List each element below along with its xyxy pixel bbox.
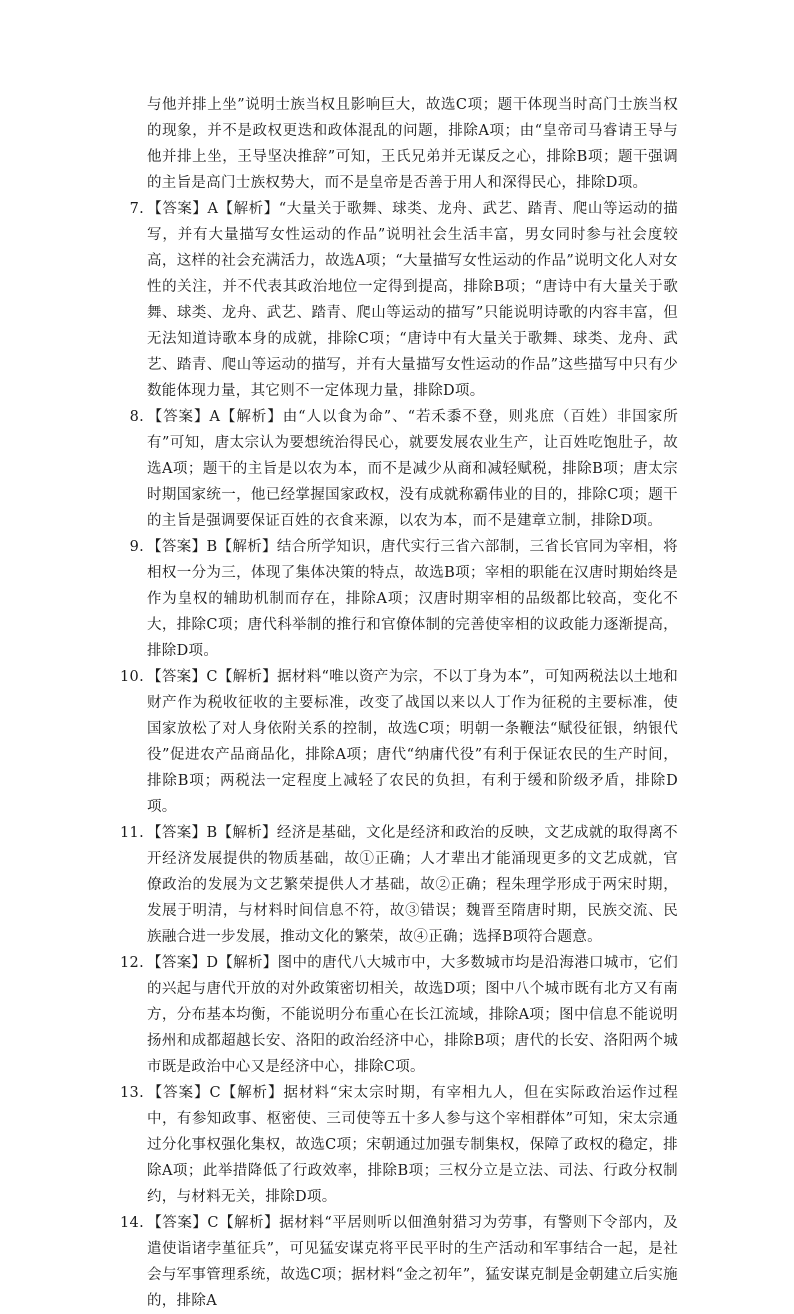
explanation-text: 结合所学知识，唐代实行三省六部制，三省长官同为宰相，将相权一分为三，体现了集体决策的特点，故选B项；宰相的职能在汉唐时期始终是作为皇权的辅助机制而存在，排除A项；汉唐时期宰相的品级都比较高，变化不大，排除C项；唐代科举制的推行和官僚体制的完善使宰相的议政能力逐渐提高，排除D项。: [147, 539, 678, 659]
item-number: 12.: [120, 955, 144, 971]
explanation-text: 由“人以食为命”、“若禾黍不登，则兆庶（百姓）非国家所有”可知，唐太宗认为要想统治得民心，就要发展农业生产，让百姓吃饱肚子，故选A项；题干的主旨是以农为本，而不是减少从商和减轻赋税，排除B项；唐太宗时期国家统一，他已经掌握国家政权，没有成就称霸伟业的目的，排除C项；题干的主旨是强调要保证百姓的衣食来源，以农为本，而不是建章立制，排除D项。: [147, 409, 679, 529]
answer-label: 【答案】A【解析】: [147, 409, 283, 425]
answer-item-9: [112, 534, 678, 664]
explanation-text: “大量关于歌舞、球类、龙舟、武艺、踏青、爬山等运动的描写，并有大量描写女性运动的作品”说明社会生活丰富，男女同时参与社会度较高，这样的社会充满活力，故选A项；“大量描写女性运动的作品”说明文化人对女性的关注，并不代表其政治地位一定得到提高，排除B项；“唐诗中有大量关于歌舞、球类、龙舟、武艺、踏青、爬山等运动的描写”只能说明诗歌的内容丰富，但无法知道诗歌本身的成就，排除C项；“唐诗中有大量关于歌舞、球类、龙舟、武艺、踏青、爬山等运动的描写，并有大量描写女性运动的作品”这些描写中只有少数能体现力量，其它则不一定体现力量，排除D项。: [147, 201, 679, 399]
explanation-text: 图中的唐代八大城市中，大多数城市均是沿海港口城市，它们的兴起与唐代开放的对外政策密切相关，故选D项；图中八个城市既有北方又有南方，分布基本均衡，不能说明分布重心在长江流域，排除A项；图中信息不能说明扬州和成都超越长安、洛阳的政治经济中心，排除B项；唐代的长安、洛阳两个城市既是政治中心又是经济中心，排除C项。: [147, 955, 678, 1075]
answer-explanations: [112, 92, 678, 1314]
explanation-text: 经济是基础，文化是经济和政治的反映，文艺成就的取得离不开经济发展提供的物质基础，故①正确；人才辈出才能涌现更多的文艺成就，官僚政治的发展为文艺繁荣提供人才基础，故②正确；程朱理学形成于两宋时期，发展于明清，与材料时间信息不符，故③错误；魏晋至隋唐时期，民族交流、民族融合进一步发展，推动文化的繁荣，故④正确；选择B项符合题意。: [147, 825, 678, 945]
answer-label: 【答案】C【解析】: [147, 669, 278, 685]
item-number: 13.: [120, 1085, 144, 1101]
explanation-text: 据材料“宋太宗时期，有宰相九人，但在实际政治运作过程中，有参知政事、枢密使、三司使等五十多人参与这个宰相群体”可知，宋太宗通过分化事权强化集权，故选C项；宋朝通过加强专制集权，保障了政权的稳定，排除A项；此举措降低了行政效率，排除B项；三权分立是立法、司法、行政分权制约，与材料无关，排除D项。: [147, 1085, 679, 1205]
answer-item-8: [112, 404, 678, 534]
item-number: 7.: [129, 201, 144, 217]
answer-label: 【答案】C【解析】: [147, 1215, 280, 1231]
answer-label: 【答案】B【解析】: [147, 539, 277, 555]
answer-item-7: [112, 196, 678, 404]
item-number: 11.: [120, 825, 144, 841]
item-number: 14.: [120, 1215, 144, 1231]
continued-explanation: 与他并排上坐”说明士族当权且影响巨大，故选C项；题干体现当时高门士族当权的现象，并不是政权更迭和政体混乱的问题，排除A项；由“皇帝司马睿请王导与他并排上坐，王导坚决推辞”可知，王氏兄弟并无谋反之心，排除B项；题干强调的主旨是高门士族权势大，而不是皇帝是否善于用人和深得民心，排除D项。: [147, 97, 678, 191]
answer-item-13: [112, 1080, 678, 1210]
answer-item-10: [112, 664, 678, 820]
item-number: 10.: [120, 669, 144, 685]
answer-item-12: [112, 950, 678, 1080]
item-number: 9.: [129, 539, 144, 555]
answer-label: 【答案】C【解析】: [147, 1085, 284, 1101]
answer-item-14: [112, 1210, 678, 1314]
item-number: 8.: [129, 409, 144, 425]
explanation-text: 据材料“平居则听以佃渔射猎习为劳事，有警则下令部内，及遣使诣诸孛堇征兵”，可见猛安谋克将平民平时的生产活动和军事结合一起，是社会与军事管理系统，故选C项；据材料“金之初年”，猛安谋克制是金朝建立后实施的，排除A: [147, 1215, 679, 1309]
answer-label: 【答案】A【解析】: [147, 201, 279, 217]
answer-label: 【答案】D【解析】: [147, 955, 278, 971]
explanation-text: 据材料“唯以资产为宗，不以丁身为本”，可知两税法以土地和财产作为税收征收的主要标准，改变了战国以来以人丁作为征税的主要标准，使国家放松了对人身依附关系的控制，故选C项；明朝一条鞭法“赋役征银，纳银代役”促进农产品商品化，排除A项；唐代“纳庸代役”有利于保证农民的生产时间，排除B项；两税法一定程度上减轻了农民的负担，有利于缓和阶级矛盾，排除D项。: [147, 669, 678, 815]
answer-item-11: [112, 820, 678, 950]
answer-label: 【答案】B【解析】: [147, 825, 277, 841]
